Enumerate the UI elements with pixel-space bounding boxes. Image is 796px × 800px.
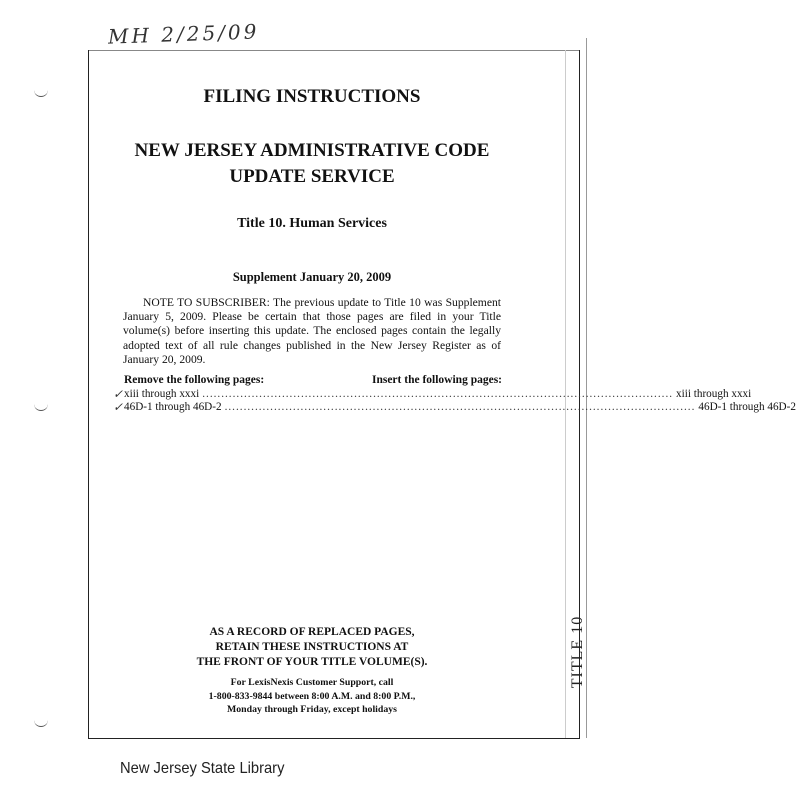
record-line-3: THE FRONT OF YOUR TITLE VOLUME(S). — [196, 656, 428, 668]
record-line-2: RETAIN THESE INSTRUCTIONS AT — [215, 641, 409, 653]
margin-hole-mark — [34, 88, 48, 97]
customer-support-info — [118, 676, 506, 717]
support-line-2: 1-800-833-9844 between 8:00 A.M. and 8:00 P.M., — [208, 690, 416, 702]
record-line-1: AS A RECORD OF REPLACED PAGES, — [209, 626, 415, 638]
insert-range: 46D-1 through 46D-2 — [698, 401, 796, 413]
support-line-3: Monday through Friday, except holidays — [227, 704, 397, 715]
page-replacement-list — [124, 388, 796, 414]
subscriber-note: NOTE TO SUBSCRIBER: The previous update to Title 10 was Supplement January 5, 2009. Please be certain that those pages are filed in your Title volume(s) before inserting this update. The enclosed pages contain the legally adopted text of all rule changes published in the New Jersey Register as of January 20, 2009. — [123, 296, 501, 366]
title-tab-label: TITLE 10 — [569, 615, 586, 689]
document-subtitle — [118, 138, 506, 190]
section-title: Title 10. Human Services — [237, 216, 387, 231]
dot-leader: ............................................................................................................................ — [224, 401, 696, 413]
dot-leader: ............................................................................................................................ — [202, 388, 674, 400]
record-instructions — [118, 625, 506, 670]
supplement-date: Supplement January 20, 2009 — [232, 270, 392, 284]
document-title: FILING INSTRUCTIONS — [203, 86, 421, 107]
margin-hole-mark — [34, 402, 48, 411]
remove-pages-header: Remove the following pages: — [124, 374, 265, 386]
list-item — [124, 401, 796, 414]
support-line-1: For LexisNexis Customer Support, call — [230, 677, 394, 688]
subtitle-line-1: NEW JERSEY ADMINISTRATIVE CODE — [134, 140, 490, 161]
checkmark-icon: ✓ — [113, 387, 124, 401]
subtitle-line-2: UPDATE SERVICE — [229, 166, 395, 187]
remove-range: 46D-1 through 46D-2 — [124, 401, 222, 413]
margin-hole-mark — [34, 718, 48, 727]
list-item — [124, 388, 752, 401]
library-stamp: New Jersey State Library — [120, 760, 285, 777]
checkmark-icon: ✓ — [113, 400, 124, 414]
handwritten-date-note: MH 2/25/09 — [107, 19, 260, 49]
insert-range: xiii through xxxi — [676, 388, 752, 400]
remove-range: xiii through xxxi — [124, 388, 200, 400]
insert-pages-header: Insert the following pages: — [371, 374, 502, 386]
